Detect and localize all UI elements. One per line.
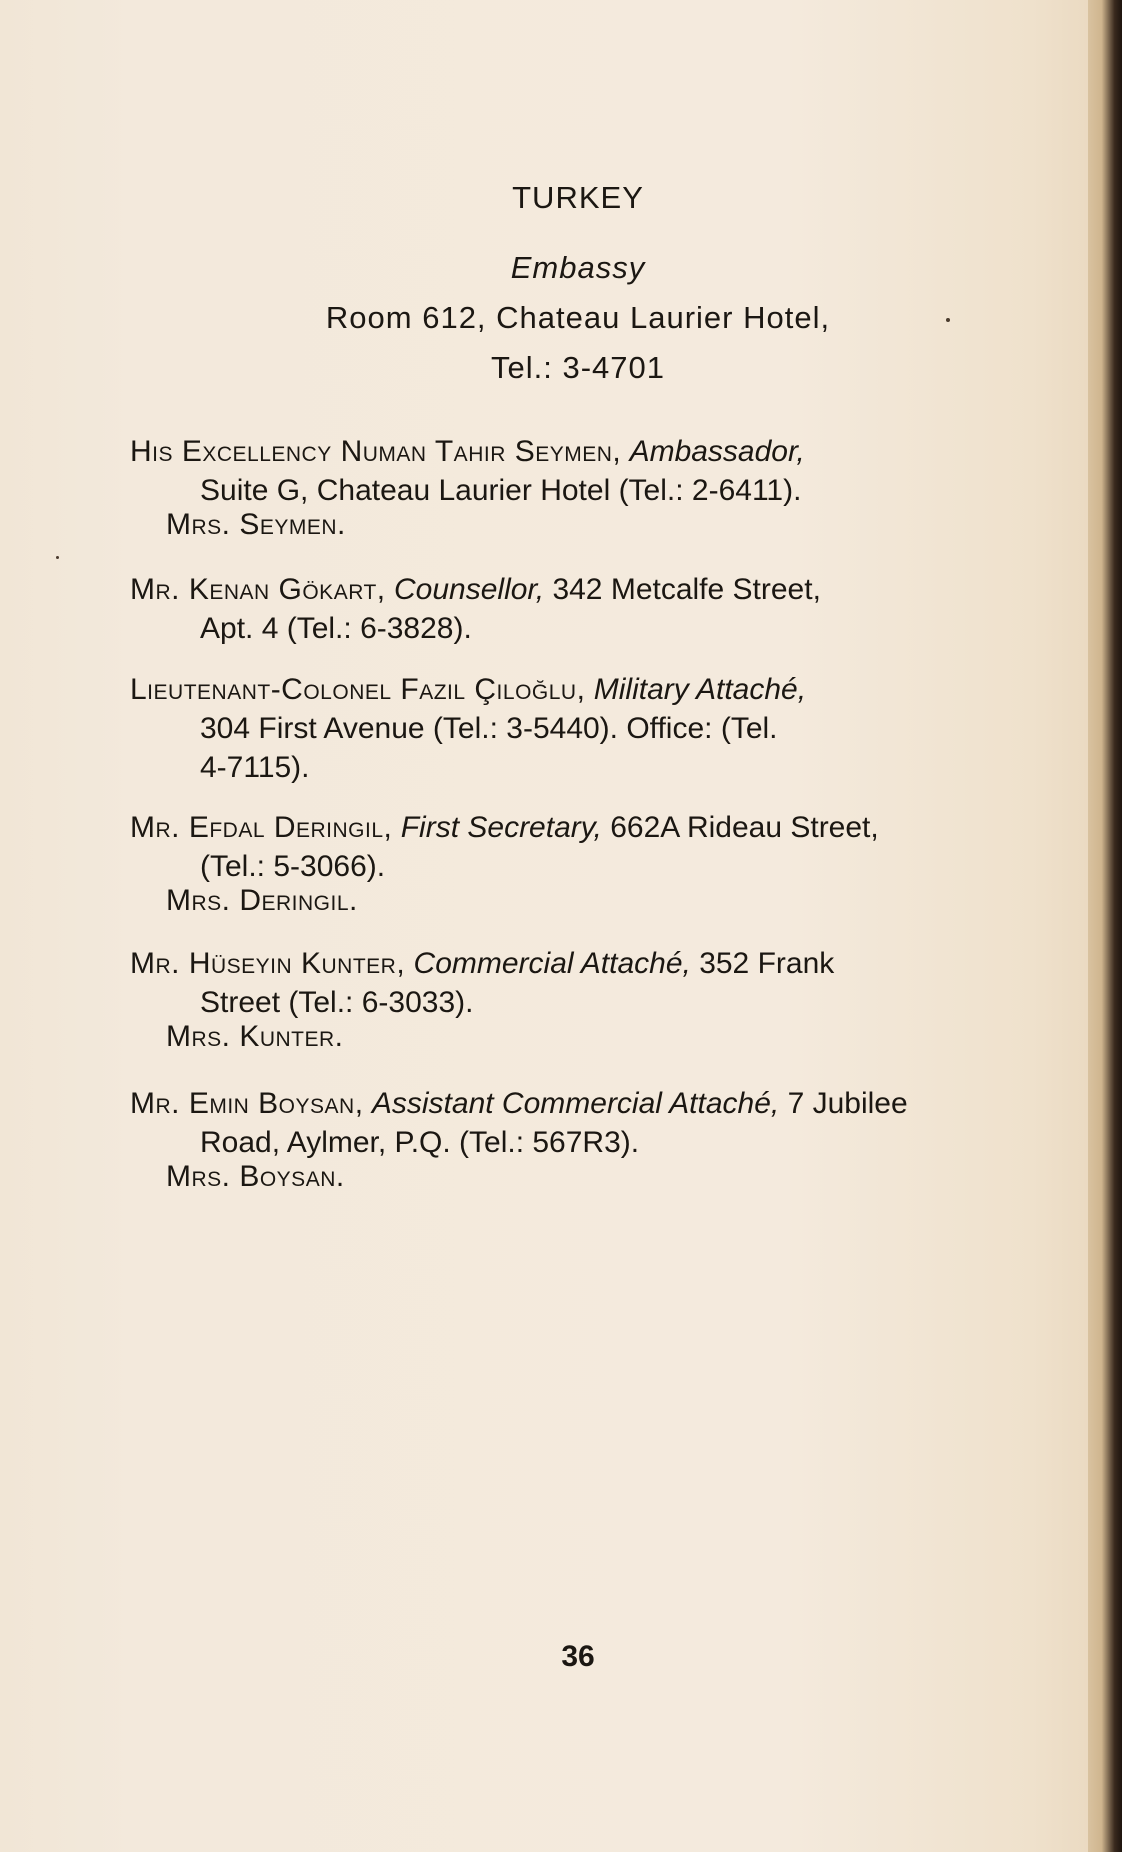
entry-details: Suite G, Chateau Laurier Hotel (Tel.: 2-6411). <box>200 474 802 507</box>
entry-military-attache <box>130 670 1025 787</box>
entry-name: His Excellency Numan Tahir Seymen, <box>130 435 622 468</box>
section-heading: Embassy <box>510 250 646 285</box>
entry-spouse: Mrs. Seymen. <box>166 508 346 541</box>
entry-details: 342 Metcalfe Street, <box>552 573 821 606</box>
entry-details: Apt. 4 (Tel.: 6-3828). <box>200 612 472 645</box>
entry-title: Assistant Commercial Attaché, <box>371 1087 780 1120</box>
entry-details: 304 First Avenue (Tel.: 3-5440). Office: (Tel. <box>200 712 778 745</box>
entry-assistant-commercial-attache <box>130 1084 1025 1162</box>
entry-counsellor <box>130 570 1025 648</box>
entry-name: Mr. Hüseyin Kunter, <box>130 947 406 980</box>
entry-title: Commercial Attaché, <box>413 947 691 980</box>
entry-spouse: Mrs. Kunter. <box>166 1020 344 1053</box>
page-number: 36 <box>561 1640 595 1673</box>
entry-details: Street (Tel.: 6-3033). <box>200 986 474 1019</box>
entry-title: Ambassador, <box>629 435 805 468</box>
entry-details: 662A Rideau Street, <box>610 811 879 844</box>
ink-speck <box>56 556 59 559</box>
entry-spouse: Mrs. Boysan. <box>166 1160 345 1193</box>
entry-ambassador <box>130 432 1025 510</box>
embassy-telephone: Tel.: 3-4701 <box>491 350 665 385</box>
entry-first-secretary <box>130 808 1025 886</box>
entry-title: Military Attaché, <box>593 673 807 706</box>
entry-details: (Tel.: 5-3066). <box>200 850 386 883</box>
entry-name: Mr. Emin Boysan, <box>130 1087 364 1120</box>
entry-details: Road, Aylmer, P.Q. (Tel.: 567R3). <box>200 1126 640 1159</box>
country-heading: TURKEY <box>512 180 644 215</box>
entry-title: First Secretary, <box>400 811 602 844</box>
entry-details: 352 Frank <box>699 947 835 980</box>
entry-name: Mr. Kenan Gökart, <box>130 573 386 606</box>
entry-name: Mr. Efdal Deringil, <box>130 811 393 844</box>
entry-details: 4-7115). <box>200 751 310 784</box>
embassy-address: Room 612, Chateau Laurier Hotel, <box>325 300 831 335</box>
entry-spouse: Mrs. Deringil. <box>166 884 358 917</box>
entry-name: Lieutenant-Colonel Fazil Çiloğlu, <box>130 673 586 706</box>
entry-commercial-attache <box>130 944 1025 1022</box>
entry-details: 7 Jubilee <box>787 1087 908 1120</box>
entry-title: Counsellor, <box>394 573 545 606</box>
